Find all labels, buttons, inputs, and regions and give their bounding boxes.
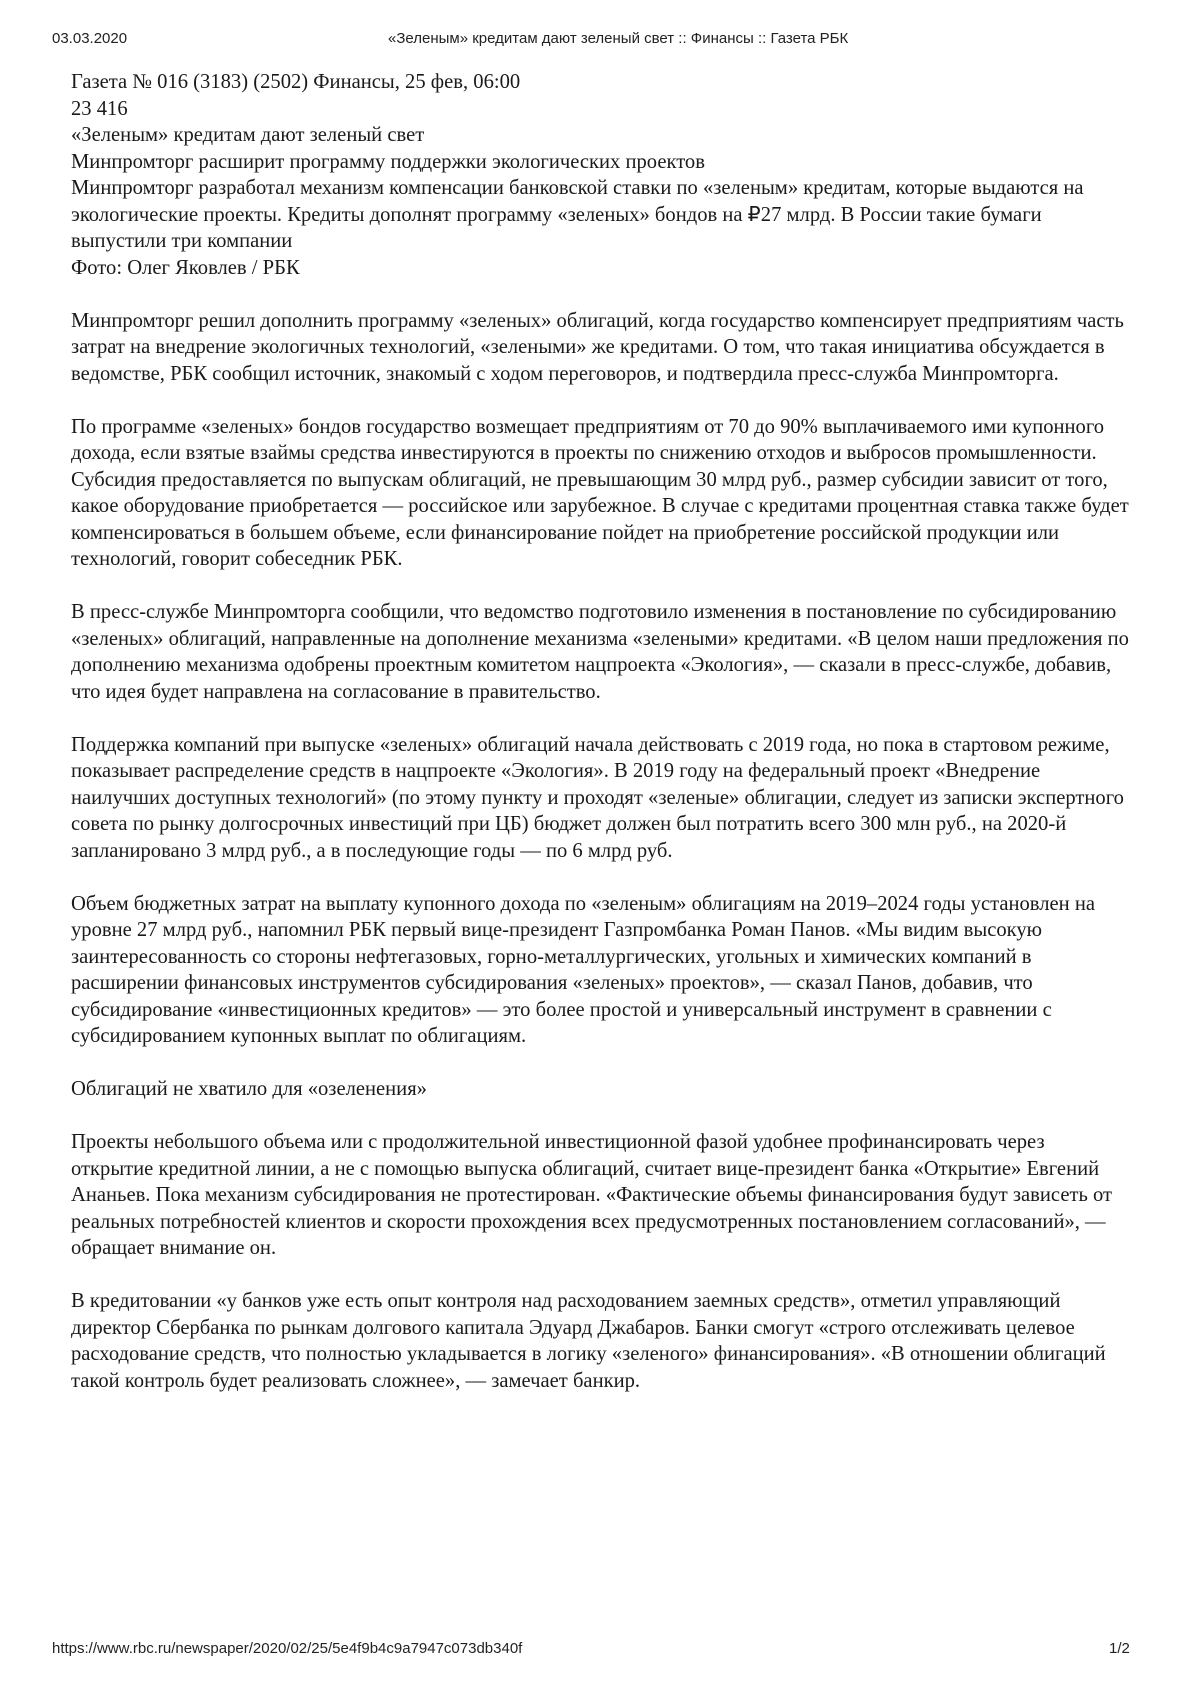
article-paragraph: В кредитовании «у банков уже есть опыт контроля над расходованием заемных средств», отметил управляющий директор Сбербанка по рынкам долгового капитала Эдуард Джабаров. Банки смогут «строго отслеживать целевое расходование средств, что полностью укладывается в логику «зеленого» финансирования». «В отношении облигаций такой контроль будет реализовать сложнее», — замечает банкир. xyxy=(71,1290,1106,1392)
section-heading: Облигаций не хватило для «озеленения» xyxy=(71,1078,427,1100)
page-number: 1/2 xyxy=(1109,1640,1130,1657)
article xyxy=(71,69,1131,1394)
article-paragraph: Проекты небольшого объема или с продолжительной инвестиционной фазой удобнее профинансировать через открытие кредитной линии, а не с помощью выпуска облигаций, считает вице-президент банка «Открытие» Евгений Ананьев. Пока механизм субсидирования не протестирован. «Фактические объемы финансирования будут зависеть от реальных потребностей клиентов и скорости прохождения всех предусмотренных постановлением согласований», — обращает внимание он. xyxy=(71,1131,1113,1259)
print-page-title: «Зеленым» кредитам дают зеленый свет :: Финансы :: Газета РБК xyxy=(388,30,849,47)
article-meta: Газета № 016 (3183) (2502) Финансы, 25 фев, 06:00 xyxy=(71,71,521,93)
article-paragraph: По программе «зеленых» бондов государство возмещает предприятиям от 70 до 90% выплачиваемого ими купонного дохода, если взятые взаймы средства инвестируются в проекты по снижению отходов и выбросов промышленности. Субсидия предоставляется по выпускам облигаций, не превышающим 30 млрд руб., размер субсидии зависит от того, какое оборудование приобретается — российское или зарубежное. В случае с кредитами процентная ставка также будет компенсироваться в большем объеме, если финансирование пойдет на приобретение российской продукции или технологий, говорит собеседник РБК. xyxy=(71,415,1129,570)
article-paragraph: В пресс-службе Минпромторга сообщили, что ведомство подготовило изменения в постановление по субсидированию «зеленых» облигаций, направленные на дополнение механизма «зелеными» кредитами. «В целом наши предложения по дополнению механизма одобрены проектным комитетом нацпроекта «Экология», — сказали в пресс-службе, добавив, что идея будет направлена на согласование в правительство. xyxy=(71,601,1129,703)
page-url[interactable]: https://www.rbc.ru/newspaper/2020/02/25/5e4f9b4c9a7947c073db340f xyxy=(52,1640,523,1657)
article-title: «Зеленым» кредитам дают зеленый свет xyxy=(71,124,425,146)
photo-credit: Фото: Олег Яковлев / РБК xyxy=(71,256,300,279)
print-date: 03.03.2020 xyxy=(52,30,128,47)
view-count: 23 416 xyxy=(71,97,128,120)
article-paragraph: Поддержка компаний при выпуске «зеленых» облигаций начала действовать с 2019 года, но пока в стартовом режиме, показывает распределение средств в нацпроекте «Экология». В 2019 году на федеральный проект «Внедрение наилучших доступных технологий» (по этому пункту и проходят «зеленые» облигации, следует из записки экспертного совета по рынку долгосрочных инвестиций при ЦБ) бюджет должен был потратить всего 300 млн руб., на 2020-й запланировано 3 млрд руб., а в последующие годы — по 6 млрд руб. xyxy=(71,733,1124,862)
article-paragraph: Минпромторг решил дополнить программу «зеленых» облигаций, когда государство компенсирует предприятиям часть затрат на внедрение экологичных технологий, «зелеными» же кредитами. О том, что такая инициатива обсуждается в ведомстве, РБК сообщил источник, знакомый с ходом переговоров, и подтвердила пресс-служба Минпромторга. xyxy=(71,309,1124,385)
article-paragraph: Объем бюджетных затрат на выплату купонного дохода по «зеленым» облигациям на 2019–2024 годы установлен на уровне 27 млрд руб., напомнил РБК первый вице-президент Газпромбанка Роман Панов. «Мы видим высокую заинтересованность со стороны нефтегазовых, горно-металлургических, угольных и химических компаний в расширении финансовых инструментов субсидирования «зеленых» проектов», — сказал Панов, добавив, что субсидирование «инвестиционных кредитов» — это более простой и универсальный инструмент в сравнении с субсидированием купонных выплат по облигациям. xyxy=(71,892,1095,1047)
article-lead: Минпромторг разработал механизм компенсации банковской ставки по «зеленым» кредитам, которые выдаются на экологические проекты. Кредиты дополнят программу «зеленых» бондов на ₽27 млрд. В России такие бумаги выпустили три компании xyxy=(71,177,1084,252)
article-subtitle: Минпромторг расширит программу поддержки экологических проектов xyxy=(71,150,705,173)
